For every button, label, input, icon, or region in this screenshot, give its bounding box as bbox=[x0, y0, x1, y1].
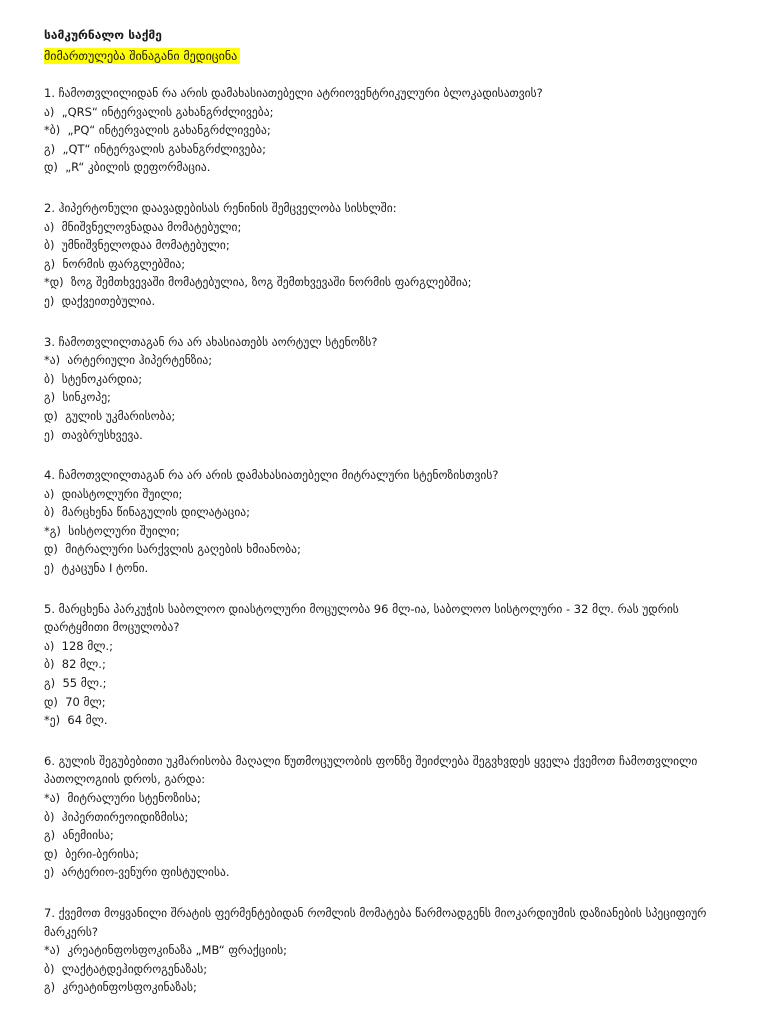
answer-option: ბ) 82 მლ.; bbox=[44, 657, 106, 672]
answer-option: ა) დიასტოლური შუილი; bbox=[44, 486, 183, 501]
question-text: 2. ჰიპერტონული დაავადებისას რენინის შემცველობა სისხლში: bbox=[44, 200, 397, 215]
answer-option: ბ) უმნიშვნელოდაა მომატებული; bbox=[44, 238, 230, 253]
question-text: 6. გულის შეგუბებითი უკმარისობა მაღალი წუთმოცულობის ფონზე შეიძლება შეგვხვდეს ყველა ქვემოთ ჩამოთვლილი პათოლოგიის დროს, გარდა: bbox=[44, 753, 701, 787]
answer-option: ა) „QRS“ ინტერვალის გახანგრძლივება; bbox=[44, 104, 274, 119]
answer-option: *ა) კრეატინფოსფოკინაზა „MB“ ფრაქციის; bbox=[44, 943, 288, 958]
answer-option: დ) მიტრალური სარქვლის გაღების ხმიანობა; bbox=[44, 542, 301, 557]
question-text: 7. ქვემოთ მოყვანილი შრატის ფერმენტებიდან რომლის მომატება წარმოადგენს მიოკარდიუმის დაზიანების სპეციფიურ მარკერს? bbox=[44, 905, 711, 939]
document-page bbox=[44, 26, 744, 997]
question-block bbox=[44, 333, 744, 445]
answer-option: ე) არტერიო-ვენური ფისტულისა. bbox=[44, 865, 230, 880]
question-block bbox=[44, 199, 744, 311]
question-block bbox=[44, 752, 744, 882]
answer-option: გ) 55 მლ.; bbox=[44, 676, 107, 691]
question-text: 4. ჩამოთვლილთაგან რა არ არის დამახასიათებელი მიტრალური სტენოზისთვის? bbox=[44, 468, 499, 483]
question-text: 1. ჩამოთვლილიდან რა არის დამახასიათებელი ატრიოვენტრიკულური ბლოკადისათვის? bbox=[44, 86, 543, 100]
answer-option: გ) „QT“ ინტერვალის გახანგრძლივება; bbox=[44, 141, 267, 156]
answer-option: დ) გულის უკმარისობა; bbox=[44, 408, 176, 423]
answer-option: *ბ) „PQ“ ინტერვალის გახანგრძლივება; bbox=[44, 123, 271, 138]
answer-option: ა) 128 მლ.; bbox=[44, 638, 114, 653]
question-text: 5. მარცხენა პარკუჭის საბოლოო დიასტოლური მოცულობა 96 მლ-ია, საბოლოო სისტოლური - 32 მლ. რას უდრის დარტყმითი მოცულობა? bbox=[44, 601, 683, 635]
answer-options bbox=[44, 637, 744, 730]
answer-option: ე) დაქვეითებულია. bbox=[44, 293, 156, 308]
answer-option: *ა) მიტრალური სტენოზისა; bbox=[44, 791, 201, 805]
answer-option: დ) 70 მლ; bbox=[44, 694, 106, 709]
answer-option: გ) ანემიისა; bbox=[44, 828, 114, 843]
question-text: 3. ჩამოთვლილთაგან რა არ ახასიათებს აორტულ სტენოზს? bbox=[44, 334, 378, 349]
answer-options bbox=[44, 485, 744, 578]
answer-option: გ) ნორმის ფარგლებშია; bbox=[44, 256, 186, 271]
answer-option: გ) კრეატინფოსფოკინაზას; bbox=[44, 980, 197, 995]
answer-option: ბ) ლაქტატდეჰიდროგენაზას; bbox=[44, 961, 208, 976]
document-subtitle-highlighted: მიმართულება შინაგანი მედიცინა bbox=[44, 48, 240, 64]
answer-options bbox=[44, 218, 744, 311]
answer-option: ბ) სტენოკარდია; bbox=[44, 371, 143, 386]
answer-options bbox=[44, 351, 744, 444]
answer-option: *ა) არტერიული ჰიპერტენზია; bbox=[44, 353, 213, 368]
answer-option: *ე) 64 მლ. bbox=[44, 713, 108, 728]
document-title: სამკურნალო საქმე bbox=[44, 28, 162, 42]
answer-option: დ) ბერი-ბერისა; bbox=[44, 846, 139, 861]
answer-option: გ) სინკოპე; bbox=[44, 390, 111, 405]
answer-option: ბ) ჰიპერთირეოიდიზმისა; bbox=[44, 809, 189, 824]
answer-option: დ) „R“ კბილის დეფორმაცია. bbox=[44, 160, 211, 175]
questions-list bbox=[44, 84, 744, 997]
question-block bbox=[44, 600, 744, 730]
answer-option: ა) მნიშვნელოვნადაა მომატებული; bbox=[44, 219, 242, 234]
answer-option: ე) თავბრუსხვევა. bbox=[44, 427, 143, 442]
question-block bbox=[44, 904, 744, 997]
question-block bbox=[44, 84, 744, 177]
answer-option: *გ) სისტოლური შუილი; bbox=[44, 523, 180, 538]
answer-options bbox=[44, 941, 744, 997]
answer-option: ბ) მარცხენა წინაგულის დილატაცია; bbox=[44, 505, 251, 520]
answer-options bbox=[44, 103, 744, 177]
answer-option: ე) ტკაცუნა I ტონი. bbox=[44, 561, 149, 576]
answer-option: *დ) ზოგ შემთხვევაში მომატებულია, ზოგ შემთხვევაში ნორმის ფარგლებშია; bbox=[44, 275, 472, 290]
answer-options bbox=[44, 789, 744, 882]
question-block bbox=[44, 466, 744, 578]
